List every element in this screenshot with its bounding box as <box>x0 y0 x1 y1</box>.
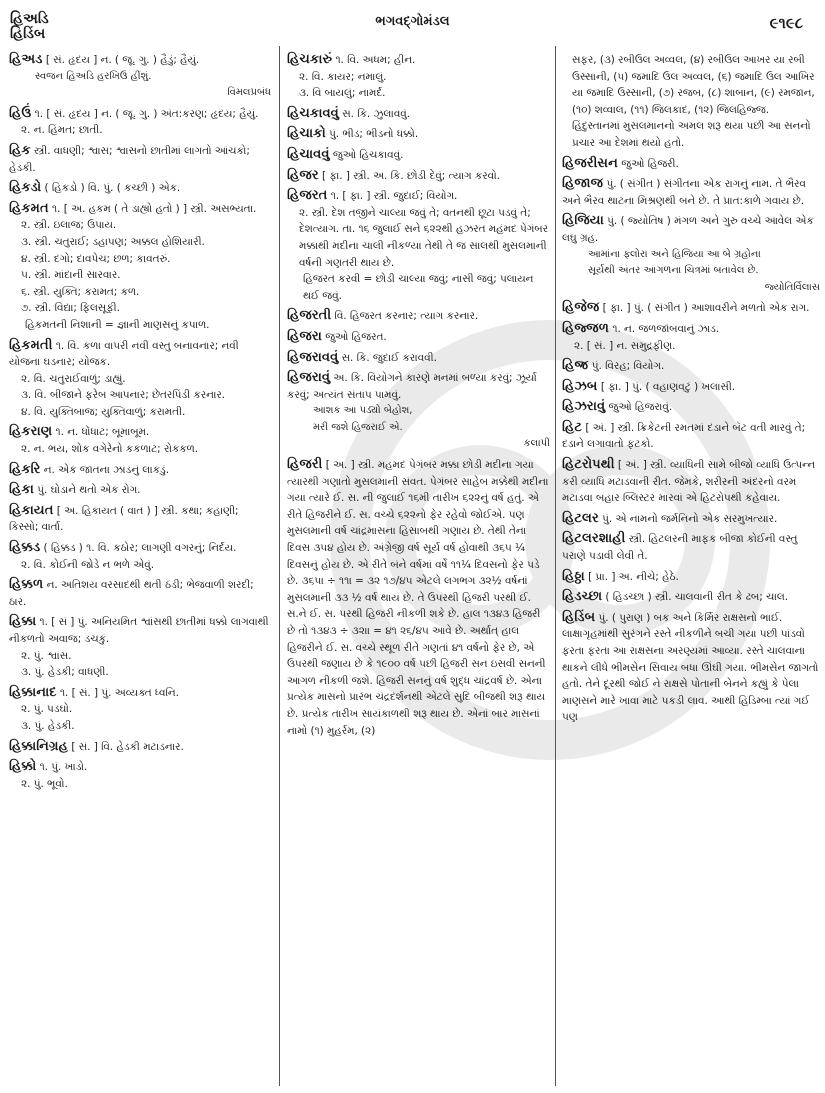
dictionary-entry <box>9 106 271 139</box>
dictionary-entry <box>9 143 271 176</box>
quotation-source: વિમલપ્રબંધ <box>227 87 271 99</box>
definition-text: [ પ્રા. ] અ. નીચે; હેઠે. <box>588 570 679 583</box>
entry-first-line <box>9 503 271 536</box>
headword: હિડિંબ <box>562 609 596 625</box>
dictionary-entry <box>9 685 271 735</box>
dictionary-entry <box>562 300 820 317</box>
sense-line: ૨. ન. હિંમત; છાતી. <box>21 124 103 137</box>
definition-text: ૧. ન. જળજાંબવાનું ઝાડ. <box>612 322 720 335</box>
dictionary-entry <box>9 338 271 421</box>
headword: હિજેજ <box>562 300 600 316</box>
headword: હિજરત <box>287 188 328 204</box>
entry-first-line <box>287 106 550 123</box>
sense-line: ૩. પું. હેડકી. <box>21 719 75 732</box>
dictionary-entry <box>9 424 271 457</box>
definition-text: સ્ત્રી. વાધણી; શ્વાસ; શ્વાસનો છાતીમાં લાગતો આંચકો; હેડકી. <box>9 144 250 174</box>
dictionary-entry <box>562 457 820 507</box>
definition-text: જુઓ હિજરાવું. <box>608 401 673 414</box>
dictionary-columns <box>0 44 825 1093</box>
definition-text: ૧. વિ. કળા વાપરી નવી વસ્તુ બનાવનાર; નવી યોજના ઘડનાર; યોજક. <box>9 339 239 369</box>
dictionary-entry <box>9 540 271 573</box>
dictionary-entry <box>287 106 550 123</box>
definition-text: પું. વિરહ; વિયોગ. <box>591 360 665 373</box>
dictionary-entry <box>9 482 271 499</box>
entry-first-line <box>287 168 550 185</box>
dictionary-entry <box>562 358 820 375</box>
dictionary-entry <box>562 156 820 173</box>
dictionary-entry <box>562 511 820 528</box>
headword: હિકરાણ <box>9 424 53 440</box>
entry-first-line <box>562 420 820 453</box>
idiom-line: હિજરત કરવી = છોડી ચાલ્યા જવું; નાસી જવું; પલાયન થઈ જવું. <box>303 273 534 302</box>
entry-first-line <box>9 143 271 176</box>
sense-line: ૨. ન. ભય, શોક વગેરેનો કકળાટ; રોકકળ. <box>21 443 199 456</box>
headword: હિક <box>9 142 31 158</box>
definition-text: ( હિડચ્છા ) સ્ત્રી. ચાલવાની રીત કે ઢબ; ચાલ. <box>605 591 789 604</box>
definition-text: ( હિકડો ) વિ. પું. ( કચ્છી ) એક. <box>44 182 181 195</box>
column-divider <box>279 46 280 1086</box>
entry-first-line <box>287 308 550 325</box>
quotation-source: કલાપી <box>523 438 550 450</box>
definition-text: ૧. [ સં. ] પું. અવ્યક્ત ધ્વનિ. <box>59 686 179 699</box>
sense-line: ૫. સ્ત્રી. માંદાની સારવાર. <box>21 269 121 282</box>
entry-first-line <box>562 213 820 246</box>
running-title: ભગવદ્ગોમંડલ <box>375 14 450 29</box>
dictionary-entry <box>562 176 820 209</box>
column-3 <box>562 52 820 730</box>
definition-text: પું. ઘોડાને થતો એક રોગ. <box>37 484 141 497</box>
definition-text: પું. એ નામનો જર્મનિનો એક સરમુખત્યાર. <box>602 512 778 525</box>
dictionary-entry <box>562 52 820 152</box>
entry-first-line <box>9 577 271 610</box>
definition-text: સફર, (૩) રબીઉલ અવ્વલ, (૪) રબીઉલ આખર યા રબી ઉસ્સાની, (૫) જમાદિ ઉલ અવ્વલ, (૬) જમાદિ ઉલ આખિર યા જમાદિ ઉસ્સાની, (૭) રજબ, (૮) શાબાન, (૯) રમજાન, (૧૦) શવ્વાલ, (૧૧) જિલકાદ, (૧૨) જિલહિજ્જ. હિંદુસ્તાનમાં મુસલમાનનો અમલ શરૂ થયા પછી આ સનનો પ્રચાર આ દેશમાં થયો હતો. <box>572 54 815 149</box>
definition-text: પું. ( જ્યોતિષ ) મંગળ અને ગુરુ વચ્ચે આવેલ એક લઘુ ગ્રહ. <box>562 215 814 244</box>
definition-text: ન. અતિશય વરસાદથી થતી ઠંડી; ભેજવાળી શરદી; ઠાર. <box>9 579 254 608</box>
definition-text: ન. એક જાતના ઝાડનું લાકડું. <box>43 463 170 476</box>
headword: હિક્કાનિગ્રહ <box>9 738 69 754</box>
entry-first-line <box>9 180 271 197</box>
headword: હિઉં <box>9 105 32 121</box>
sense-line: ૪. વિ. યુક્તિબાજ; યુક્તિવાળું; કરામતી. <box>21 405 186 418</box>
dictionary-entry <box>9 462 271 479</box>
headword: હિચાવવું <box>287 146 330 162</box>
definition-text: ૧. [ ફા. ] સ્ત્રી. જુદાઈ; વિયોગ. <box>330 190 458 203</box>
quotation-line: સૂર્યથી અંતર આગળના ચિત્રમાં બતાવેલ છે. <box>588 265 759 277</box>
entry-first-line <box>562 531 820 564</box>
column-divider <box>555 46 556 1086</box>
dictionary-entry <box>287 329 550 346</box>
dictionary-entry <box>287 168 550 185</box>
sense-line: ૩. વિ. બીજાને ફરેબ આપનાર; છેતરપિંડી કરનાર. <box>21 389 226 402</box>
headword: હિક્કડ <box>9 540 41 556</box>
quotation-line: મરી જશે હિજરાઈ એ. <box>313 421 403 433</box>
entry-first-line <box>9 739 271 756</box>
entry-first-line <box>562 589 820 606</box>
entry-first-line <box>9 759 271 776</box>
definition-text: [ સં. હૃદય ] ન. ( જૂ. ગુ. ) હૈડું; હૈયું. <box>45 54 200 66</box>
dictionary-entry <box>562 610 820 726</box>
quotation-line: આશક આ પડ્યો બેહોશ, <box>313 405 413 417</box>
headword: હિચાકો <box>287 126 326 142</box>
guide-word-last: હિડિંબ <box>10 26 46 42</box>
headword: હિજિયા <box>562 213 604 229</box>
definition-text: [ અં. ] સ્ત્રી. ક્રિકેટની રમતમાં દડાને બૅટ વતી મારવું તે; દડાને લગાવાતો ફટકો. <box>562 421 806 451</box>
definition-text: સ. કિ. ઝુલાવવું. <box>342 107 411 120</box>
dictionary-entry <box>287 52 550 102</box>
entry-first-line <box>287 188 550 205</box>
sense-line: ૨. પું. ભૂવો. <box>21 777 68 790</box>
entry-first-line <box>562 156 820 173</box>
dictionary-entry <box>287 188 550 304</box>
dictionary-entry <box>9 739 271 756</box>
quotation-source: જ્યોતિર્વિલાસ <box>764 281 820 293</box>
headword: હિટલર <box>562 510 599 526</box>
definition-text: ૧. વિ. અધમ; હીન. <box>335 54 416 66</box>
sense-line: ૨. સ્ત્રી. ઇલાજ; ઉપાય. <box>21 219 117 232</box>
definition-text: વિ. હિજરત કરનાર; ત્યાગ કરનાર. <box>334 310 479 323</box>
dictionary-entry <box>9 759 271 792</box>
sense-line: ૩. સ્ત્રી. ચતુરાઈ; ડહાપણ; અક્કલ હોશિયારી. <box>21 235 205 248</box>
definition-text: [ સં. ] વિ. હેડકી મટાડનાર. <box>71 740 184 753</box>
headword: હિજર <box>287 167 319 183</box>
entry-first-line <box>562 457 820 507</box>
entry-first-line <box>287 370 550 403</box>
definition-text: [ ફા. ] પું. ( સંગીત ) આશાવરીને મળતો એક રાગ. <box>602 302 810 315</box>
entry-first-line <box>287 457 550 739</box>
dictionary-entry <box>562 321 820 354</box>
entry-first-line <box>562 610 820 726</box>
idiom-line: હિકમતની નિશાની = જ્ઞાની માણસનું કપાળ. <box>25 318 210 331</box>
dictionary-entry <box>562 379 820 396</box>
headword: હિચકાવવું <box>287 105 339 121</box>
headword: હિજ્જળ <box>562 320 610 336</box>
sense-line: ૬. સ્ત્રી. યુક્તિ; કરામત; કળ. <box>21 285 140 298</box>
entry-first-line <box>287 147 550 164</box>
sense-line: ૭. સ્ત્રી. વિદ્યા; ફિલસૂફી. <box>21 302 120 315</box>
headword: હિટરોપથી <box>562 457 615 473</box>
sense-line: ૨. વિ. ચતુરાઈવાળું; ડાહ્યું. <box>21 372 126 385</box>
definition-text: જુઓ હિચકાવવું. <box>332 148 404 161</box>
headword: હિજરતી <box>287 308 332 324</box>
headword: હિક્કળ <box>9 577 44 593</box>
headword: હિજરીસન <box>562 155 618 171</box>
dictionary-entry <box>9 201 271 334</box>
entry-first-line <box>562 52 820 152</box>
definition-text: [ ફા. ] પું. ( વહાણવટું ) ખલાસી. <box>600 380 736 393</box>
headword: હિજ્ર <box>562 358 589 374</box>
definition-text: ૧. [ સં. હૃદય ] ન. ( જૂ. ગુ. ) અંત:કરણ; હૃદય; હૈયું. <box>34 107 259 120</box>
definition-text: પું. ( પુરાણ ) બક અને કિર્મિર રાક્ષસનો ભાઈ. લાક્ષાગૃહમાંથી સુરંગને રસ્તે નીકળીને બચી ગયા પછી પાંડવો ફરતા ફરતા આ રાક્ષસના અરણ્યમાં આવ્યા. રસ્તે ચાલવાના થાકને લીધે ભીમસેન સિવાય બધા ઊંઘી ગયા. ભીમસેન જાગતો હતો. તેને દૂરથી જોઈ ને રાક્ષસે પોતાની બેનને કહ્યું કે પેલા માણસને મારે ખાવા માટે પકડી લાવ. આથી હિડિમ્બા ત્યાં ગઈ પણ <box>562 611 819 724</box>
sense-line: ૨. [ સં. ] ન. સમુદ્રફીણ. <box>574 339 676 352</box>
entry-first-line <box>9 685 271 702</box>
headword: હિકમતી <box>9 337 53 353</box>
definition-text: [ ફા. ] સ્ત્રી. અ. કિ. છોડી દેવું; ત્યાગ કરવો. <box>321 169 500 182</box>
entry-first-line <box>287 329 550 346</box>
dictionary-entry <box>562 589 820 606</box>
dictionary-entry <box>9 577 271 610</box>
entry-first-line <box>287 350 550 367</box>
dictionary-entry <box>9 52 271 102</box>
definition-text: ૧. [ સં ] પું. અનિયમિત શ્વાંસથી છાતીમાં ધક્કો લાગવાથી નીકળતો અવાજ; ડચકું. <box>9 616 269 645</box>
headword: હિઝબ <box>562 378 598 394</box>
headword: હિટ <box>562 419 583 435</box>
dictionary-entry <box>9 180 271 197</box>
headword: હિજરા <box>287 328 322 344</box>
sense-line: ૨. પું. પડઘો. <box>21 703 73 716</box>
headword: હિકરિ <box>9 461 41 477</box>
entry-first-line <box>562 399 820 416</box>
headword: હિચકારું <box>287 52 333 67</box>
headword: હિકમત <box>9 200 49 216</box>
entry-first-line <box>9 424 271 441</box>
headword: હિક્કાનાદ <box>9 684 57 700</box>
entry-first-line <box>562 300 820 317</box>
headword: હિજાજ <box>562 176 604 192</box>
definition-text: જુઓ હિજરત. <box>325 330 387 343</box>
entry-first-line <box>562 321 820 338</box>
definition-text: [ અં. ] સ્ત્રી. વ્યાધિની સામે બીજો વ્યાધિ ઉત્પન્ન કરી વ્યાધિ મટાડવાની રીત. જેમકે, શરીરની અંદરનો વરમ મટાડવા બહાર બ્લિસ્ટર મારવાં એ હિટરોપથી કહેવાય. <box>562 459 816 505</box>
headword: હિડચ્છા <box>562 589 603 605</box>
headword: હિઠ્ઠા <box>562 568 585 584</box>
headword: હિજરી <box>287 457 323 473</box>
sense-line: ૨. વિ. કોઈની જોડે ન ભળે એવું. <box>21 558 155 571</box>
page-number: ૯૧૯૮ <box>769 14 803 32</box>
definition-text: [ અ. ] સ્ત્રી. મહમદ પેગંબર મક્કા છોડી મદીના ગયા ત્યારથી ગણાતો મુસલમાની સંવત. પેગંબર સાહેબ મક્કેથી મદીના ગયા ત્યારે ઈ. સ. ની જુલાઈ ૧૬મી તારીખ ૬૨૨નું વર્ષ હતું. એ રીતે હિજરીને ઈ. સ. વચ્ચે ૬૨૨નો ફેર રહેવો જોઈએ. પણ મુસલમાની વર્ષ ચાંદ્રમાસના હિસાબથી ગણાય છે. તેથી તેના દિવસ ૩૫૪ હોય છે. અંગ્રેજી વર્ષ સૂર્ય વર્ષ હોવાથી ૩૬૫ ¼ દિવસનું હોય છે. એ રીતે બંને વર્ષમાં વર્ષે ૧૧¼ દિવસનો ફેર પડે છે. ૩૬૫ા ÷ ૧૧ા = ૩૨ ૧૭/૪૫ એટલે લગભગ ૩૨½ વર્ષનાં મુસલમાની ૩૩ ½ વર્ષ થાય છે. તે ઉપરથી હિજરી પરથી ઈ. સ.ને ઈ. સ. પરથી હિજરી નીકળી શકે છે. હાલ ૧૩૪૩ હિજરી છે તો ૧૩૪૩ ÷ ૩૨ાા = ૪૧ ૨૬/૪૫ આવે છે. અર્થાત્ હાલ હિજરીને ઈ. સ. વચ્ચે સ્થૂળ રીતે ગણતાં ૪૧ વર્ષનો ફેર છે, એ ઉપરથી જણાય છે કે ૧૯૦૦ વર્ષ પછી હિજરી સન ઇસવી સનની આગળ નીકળી જશે. હિજરી સનનું વર્ષ શુદ્ધ ચાંદ્રવર્ષ છે. એના પ્રત્યેક માસનો પ્રારંભ ચંદ્રદર્શનથી એટલે સુદિ બીજથી શરૂ થાય છે. પ્રત્યેક તારીખ સાયંકાળથી શરૂ થાય છે. એનાં બાર માસનાં નામો (૧) મુહર્રમ, (૨) <box>287 459 549 737</box>
entry-first-line <box>9 614 271 647</box>
dictionary-entry <box>562 213 820 296</box>
entry-first-line <box>9 482 271 499</box>
dictionary-entry <box>287 147 550 164</box>
entry-first-line <box>9 106 271 123</box>
entry-first-line <box>562 176 820 209</box>
headword: હિક્કા <box>9 614 37 630</box>
dictionary-entry <box>9 503 271 536</box>
sense-line: ૩. પું. હેડકી; વાધણી. <box>21 666 109 679</box>
headword: હિકડો <box>9 180 42 196</box>
headword: હિઝરાવું <box>562 399 606 415</box>
entry-first-line <box>9 52 271 69</box>
definition-text: ( હિક્કડ ) ૧. વિ. કઠોર; લાગણી વગરનું; નિર્દય. <box>43 542 237 555</box>
headword: હિજરાવવું <box>287 349 339 365</box>
column-2 <box>287 52 550 743</box>
sense-line: ૨. સ્ત્રી. દેશ તજીને ચાલ્યા જવું તે; વતનથી છૂટા પડવું તે; દેશત્યાગ. તા. ૧૬ જુલાઈ સને ૬૨૨થી હઝરત મહંમદ પેગંબર મક્કાથી મદીના ચાલી નીકળ્યા તેથી તે જ સાલથી મુસલમાની વર્ષની ગણતરી થાય છે. <box>299 206 549 269</box>
sense-line: ૨. પું. શ્વાસ. <box>21 649 72 662</box>
headword: હિટલરશાહી <box>562 531 626 547</box>
dictionary-entry <box>287 457 550 739</box>
entry-first-line <box>562 358 820 375</box>
definition-text: પું. ( સંગીત ) સંગીતના એક રાગનું નામ. તે ભૈરવ અને ભૈરવ થાટના મિશ્રણથી બને છે. તે પ્રાત:કાળે ગવાય છે. <box>562 178 806 207</box>
quotation-line: સ્વજન હિઅડિ હરખિઉ હીંશું. <box>35 70 152 82</box>
definition-text: ૧. પું. ખાડો. <box>39 761 88 774</box>
dictionary-entry <box>562 569 820 586</box>
guide-word-first: હિઅડિ <box>10 11 49 27</box>
quotation-line: આમાંના ફ્લોરા અને હિજિયા આ બે ગ્રહોના <box>588 248 761 260</box>
entry-first-line <box>562 569 820 586</box>
definition-text: ૧. ન. ધોંધાટ; બૂમાબૂમ. <box>55 426 150 439</box>
definition-text: [ અ. હિકાયત ( વાત ) ] સ્ત્રી. કથા; કહાણી; કિસ્સો; વાર્તા. <box>9 504 239 534</box>
definition-text: જુઓ હિજરી. <box>621 157 679 170</box>
sense-line: ૩. વિ બાયલું; નામર્દ. <box>299 87 386 100</box>
entry-first-line <box>9 338 271 371</box>
dictionary-entry <box>9 614 271 680</box>
definition-text: અ. કિ. વિયોગને કારણે મનમાં બળ્યા કરવું; ઝૂર્યા કરવું; અત્યંત સંતાપ પામવું. <box>287 372 537 401</box>
entry-first-line <box>562 379 820 396</box>
headword: હિકાયત <box>9 502 54 518</box>
entry-first-line <box>9 540 271 557</box>
dictionary-entry <box>287 350 550 367</box>
entry-first-line <box>287 126 550 143</box>
definition-text: પું. ભીડ; ભીડનો ધક્કો. <box>329 128 419 141</box>
dictionary-entry <box>287 370 550 453</box>
headword: હિજરાવું <box>287 370 331 386</box>
page-header <box>0 0 825 44</box>
entry-first-line <box>287 52 550 69</box>
headword: હિઅડ <box>9 52 43 67</box>
definition-text: ૧. [ અ. હકમ ( તે ડાહ્યો હતો ) ] સ્ત્રી. અસભ્યતા. <box>52 202 257 215</box>
definition-text: સ્ત્રી. હિટલરની માફક બીજા કોઈની વસ્તુ પરાણે પડાવી લેવી તે. <box>562 533 798 563</box>
entry-first-line <box>9 462 271 479</box>
dictionary-entry <box>287 126 550 143</box>
dictionary-entry <box>287 308 550 325</box>
entry-first-line <box>9 201 271 218</box>
dictionary-entry <box>562 399 820 416</box>
dictionary-entry <box>562 420 820 453</box>
sense-line: ૪. સ્ત્રી. દગો; દાવપેચ; છળ; કાવતરું. <box>21 252 171 265</box>
column-1 <box>9 52 271 796</box>
entry-first-line <box>562 511 820 528</box>
sense-line: ૨. વિ. કાયર; નમાલું. <box>299 70 387 83</box>
headword: હિક્કો <box>9 759 37 775</box>
definition-text: સ. કિ. જુદાઈ કરાવવી. <box>341 351 437 364</box>
dictionary-entry <box>562 531 820 564</box>
headword: હિકા <box>9 482 34 498</box>
